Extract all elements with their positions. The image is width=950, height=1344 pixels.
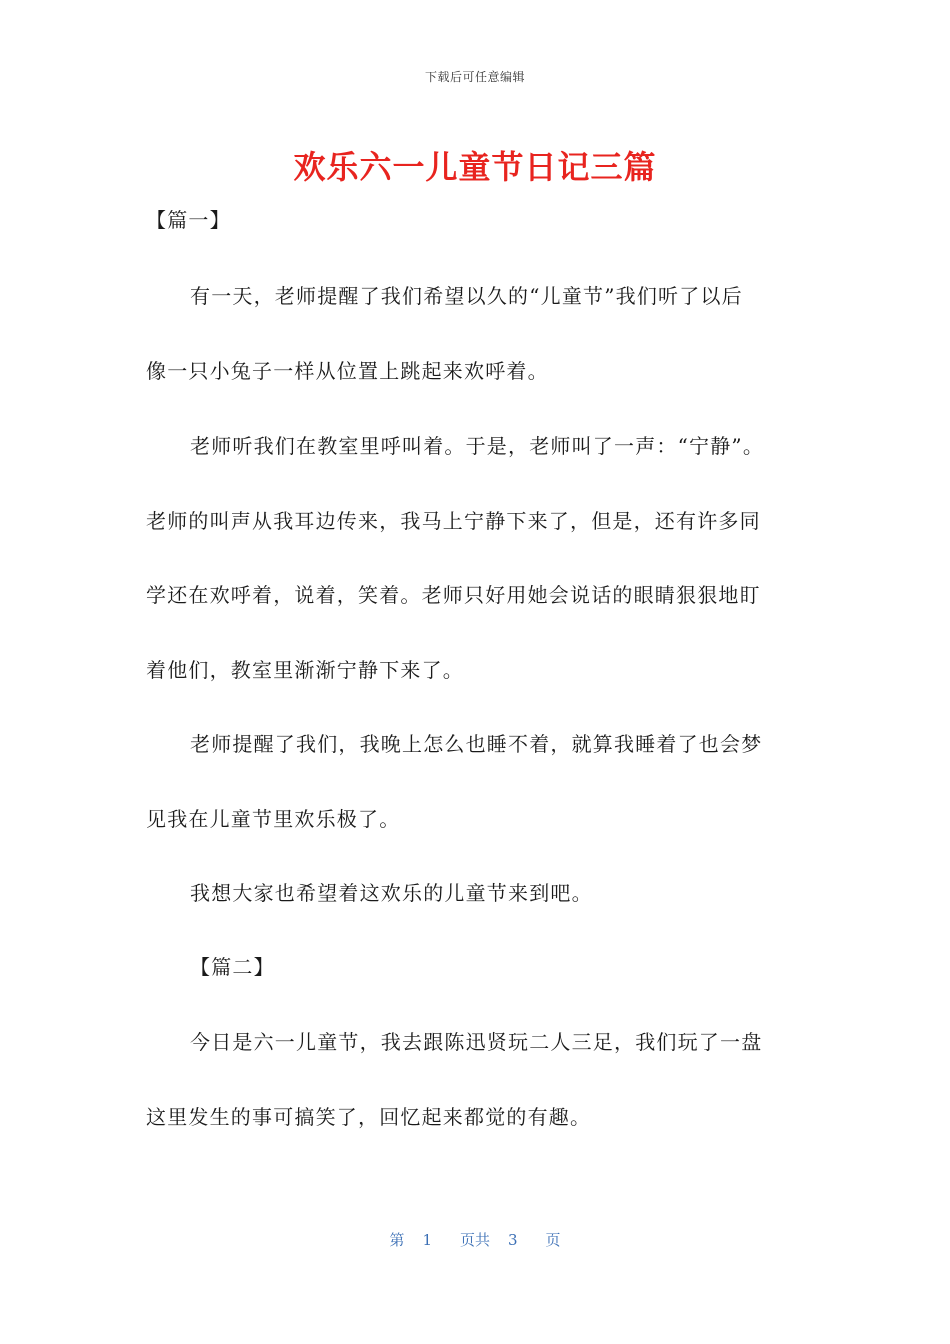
page-of-label: 页共: [459, 1231, 490, 1249]
paragraph-line: 像一只小兔子一样从位置上跳起来欢呼着。: [146, 359, 549, 383]
header-note: 下载后可任意编辑: [424, 70, 525, 84]
paragraph-line: 老师听我们在教室里呼叫着。于是，老师叫了一声：“宁静”。: [190, 434, 765, 458]
page-label: 第: [389, 1231, 405, 1249]
paragraph-line: 今日是六一儿童节，我去跟陈迅贤玩二人三足，我们玩了一盘: [190, 1030, 763, 1054]
current-page-number: 1: [422, 1231, 432, 1249]
section-heading-1: 【篇一】: [146, 208, 231, 232]
paragraph-line: 有一天，老师提醒了我们希望以久的“儿童节”我们听了以后: [190, 284, 743, 308]
page-footer: [0, 1229, 950, 1250]
page-suffix: 页: [545, 1231, 561, 1249]
total-pages-number: 3: [508, 1231, 518, 1249]
paragraph-line: 老师的叫声从我耳边传来，我马上宁静下来了，但是，还有许多同: [146, 509, 761, 533]
paragraph-line: 见我在儿童节里欢乐极了。: [146, 807, 401, 831]
paragraph-line: 我想大家也希望着这欢乐的儿童节来到吧。: [190, 881, 593, 905]
paragraph-line: 着他们，教室里渐渐宁静下来了。: [146, 658, 464, 682]
paragraph-line: 老师提醒了我们，我晚上怎么也睡不着，就算我睡着了也会梦: [190, 732, 763, 756]
paragraph-line: 学还在欢呼着，说着，笑着。老师只好用她会说话的眼睛狠狠地盯: [146, 583, 761, 607]
section-heading-2: 【篇二】: [190, 955, 275, 979]
page-title: 欢乐六一儿童节日记三篇: [293, 148, 657, 186]
paragraph-line: 这里发生的事可搞笑了，回忆起来都觉的有趣。: [146, 1105, 592, 1129]
